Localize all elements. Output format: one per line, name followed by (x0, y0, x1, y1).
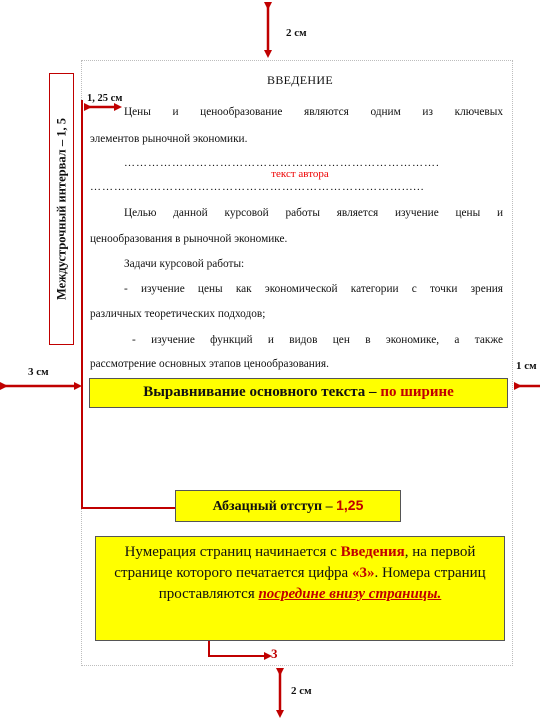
bottom-margin-label: 2 см (291, 685, 312, 697)
paragraph-line: различных теоретических подходов; (90, 308, 266, 320)
alignment-callout (89, 378, 508, 408)
numbering-text: Нумерация страниц начинается с (124, 544, 341, 560)
paragraph-line: рассмотрение основных этапов ценообразования. (90, 358, 329, 370)
alignment-value: по ширине (380, 384, 454, 400)
numbering-text: . Номера страниц проставляются (158, 565, 486, 602)
numbering-highlight-position: посредине внизу страницы. (258, 586, 442, 602)
paragraph-line: - изучение цены как экономической категории с точки зрения (124, 283, 503, 295)
paragraph-line: Задачи курсовой работы: (124, 258, 245, 270)
page-number: 3 (271, 646, 278, 661)
line-spacing-label-box (49, 73, 74, 345)
right-margin-label: 1 см (516, 360, 537, 372)
numbering-highlight-introduction: Введения (340, 544, 405, 560)
indent-value: 1,25 (336, 497, 364, 513)
paragraph-line: - изучение функций и видов цен в экономике, а также (132, 334, 503, 346)
dotted-line: ……………………………………………………………………. (124, 157, 440, 169)
paragraph-line: Цены и ценообразование являются одним из ключевых (124, 106, 503, 118)
numbering-text: , на первой странице которого печатается цифра (114, 544, 476, 581)
dotted-line: ……………………………………………………………………...... (90, 181, 425, 193)
indent-callout (175, 490, 401, 522)
numbering-callout (95, 536, 505, 641)
top-margin-label: 2 см (286, 27, 307, 39)
numbering-highlight-digit: «3» (351, 565, 375, 581)
indent-label: 1, 25 см (87, 93, 123, 104)
paragraph-line: элементов рыночной экономики. (90, 133, 248, 145)
paragraph-line: Целью данной курсовой работы является изучение цены и (124, 207, 503, 219)
paragraph-line: ценообразования в рыночной экономике. (90, 233, 288, 245)
page-number-connector (209, 640, 268, 656)
indent-callout-text: Абзацный отступ – (212, 499, 337, 514)
page-heading: ВВЕДЕНИЕ (267, 73, 333, 87)
left-margin-label: 3 см (28, 366, 49, 378)
alignment-callout-text: Выравнивание основного текста – (143, 384, 381, 400)
author-text-placeholder: текст автора (271, 168, 329, 180)
line-spacing-label: Междустрочный интервал – 1, 5 (54, 118, 68, 300)
